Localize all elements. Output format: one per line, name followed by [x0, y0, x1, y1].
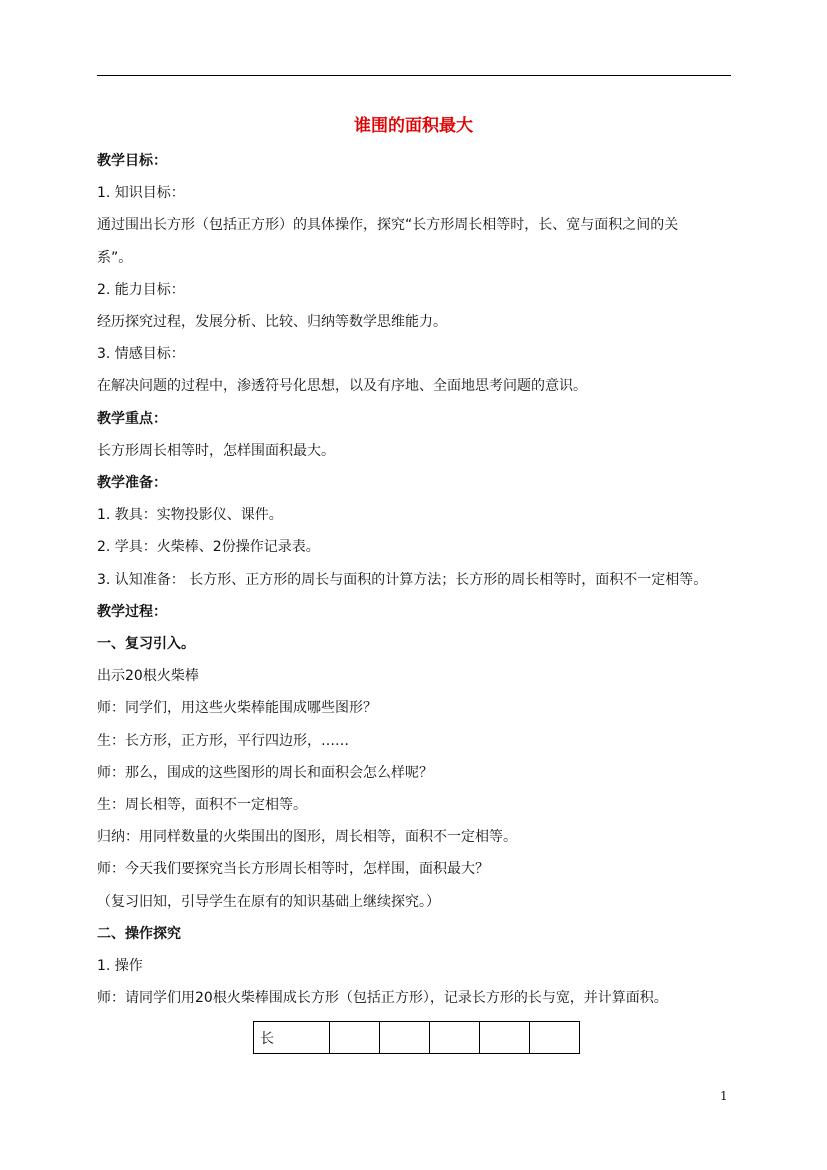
paragraph-line: 生：长方形，正方形，平行四边形，……	[97, 733, 349, 749]
paragraph-line: 师：请同学们用20根火柴棒围成长方形（包括正方形），记录长方形的长与宽，并计算面积。	[97, 990, 668, 1006]
paragraph-line: 通过围出长方形（包括正方形）的具体操作，探究“长方形周长相等时，长、宽与面积之间的关	[97, 217, 679, 233]
paragraph-line: 1. 教具：实物投影仪、课件。	[97, 507, 283, 523]
table-cell	[480, 1022, 530, 1054]
paragraph-line: （复习旧知，引导学生在原有的知识基础上继续探究。）	[97, 894, 440, 910]
paragraph-line: 师：今天我们要探究当长方形周长相等时，怎样围，面积最大？	[97, 861, 489, 877]
section-heading: 二、操作探究	[97, 926, 181, 942]
paragraph-line: 经历探究过程，发展分析、比较、归纳等数学思维能力。	[97, 314, 447, 330]
paragraph-line: 系”。	[97, 250, 133, 266]
paragraph-line: 2. 能力目标：	[97, 282, 185, 298]
paragraph-line: 1. 操作	[97, 958, 143, 974]
paragraph-line: 1. 知识目标：	[97, 185, 185, 201]
table-row	[254, 1022, 580, 1054]
table-cell	[430, 1022, 480, 1054]
table-cell	[330, 1022, 380, 1054]
header-rule	[97, 75, 731, 76]
section-heading: 教学目标：	[97, 153, 167, 169]
paragraph-line: 生：周长相等，面积不一定相等。	[97, 797, 307, 813]
section-heading: 教学重点：	[97, 411, 167, 427]
paragraph-line: 出示20根火柴棒	[97, 668, 199, 684]
paragraph-line: 2. 学具：火柴棒、2份操作记录表。	[97, 539, 320, 555]
record-table	[253, 1021, 580, 1054]
table-cell	[530, 1022, 580, 1054]
paragraph-line: 师：那么，围成的这些图形的周长和面积会怎么样呢？	[97, 765, 433, 781]
page-number: 1	[720, 1089, 728, 1103]
paragraph-line: 3. 认知准备： 长方形、正方形的周长与面积的计算方法；长方形的周长相等时，面积不一定相等。	[97, 572, 708, 588]
section-heading: 教学过程：	[97, 604, 167, 620]
paragraph-line: 3. 情感目标：	[97, 346, 185, 362]
document-title: 谁围的面积最大	[354, 116, 473, 136]
paragraph-line: 长方形周长相等时，怎样围面积最大。	[97, 443, 335, 459]
paragraph-line: 归纳：用同样数量的火柴围出的图形，周长相等，面积不一定相等。	[97, 829, 517, 845]
paragraph-line: 师：同学们，用这些火柴棒能围成哪些图形？	[97, 700, 377, 716]
table-row-label: 长	[254, 1022, 330, 1054]
paragraph-line: 在解决问题的过程中，渗透符号化思想，以及有序地、全面地思考问题的意识。	[97, 378, 587, 394]
section-heading: 一、复习引入。	[97, 636, 195, 652]
table-cell	[380, 1022, 430, 1054]
section-heading: 教学准备：	[97, 475, 167, 491]
